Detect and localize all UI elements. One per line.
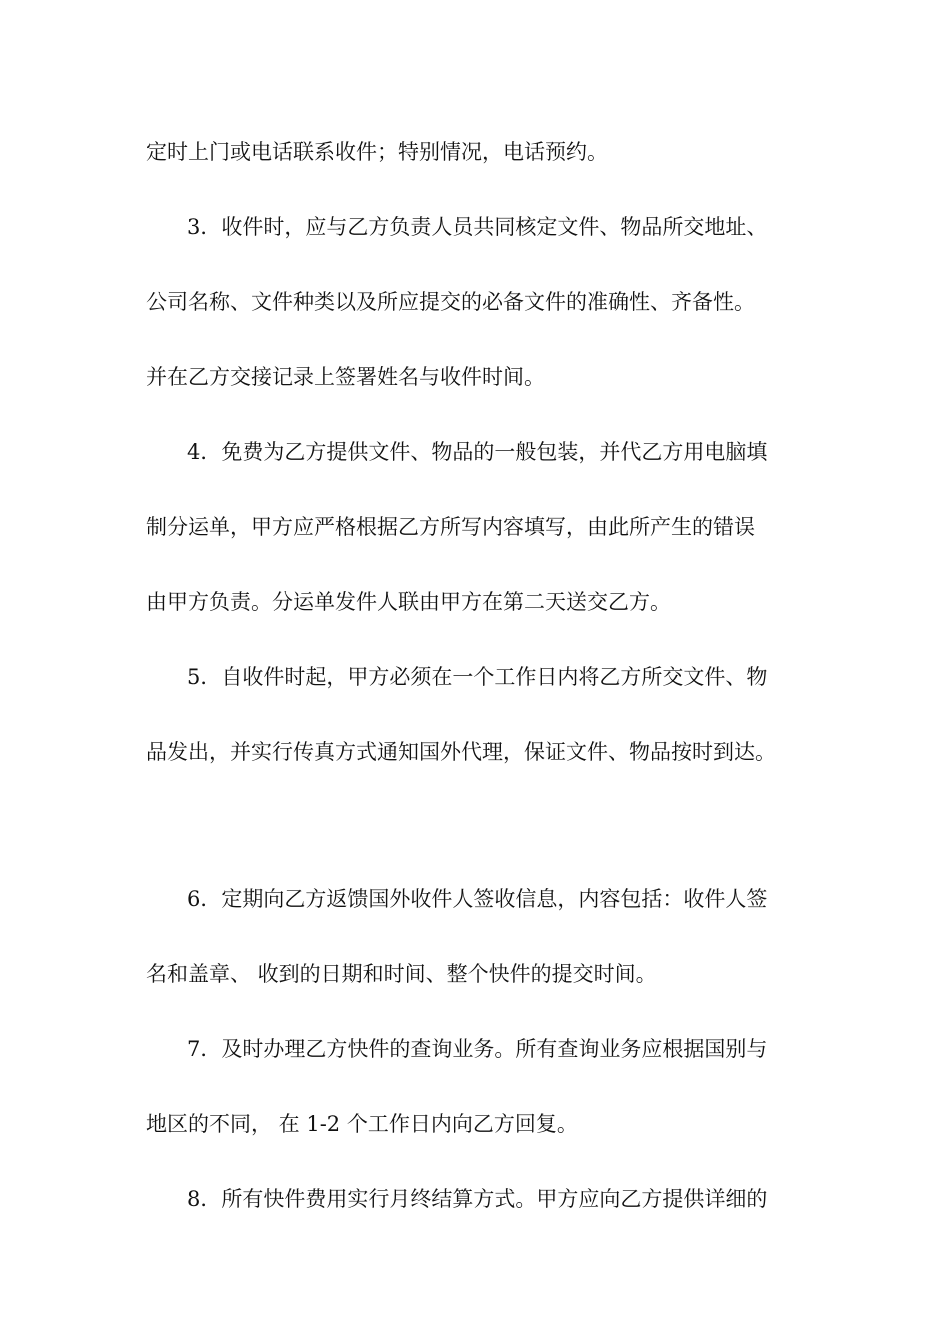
clause-4-line-2: 制分运单，甲方应严格根据乙方所写内容填写，由此所产生的错误 [146, 515, 755, 539]
clause-6-line-2: 名和盖章、 收到的日期和时间、整个快件的提交时间。 [146, 962, 657, 986]
clause-3-line-1: 3．收件时，应与乙方负责人员共同核定文件、物品所交地址、 [187, 215, 768, 239]
clause-3-line-2: 公司名称、文件种类以及所应提交的必备文件的准确性、齐备性。 [146, 290, 755, 314]
clause-4-line-1: 4．免费为乙方提供文件、物品的一般包装，并代乙方用电脑填 [187, 440, 768, 464]
clause-3-line-3: 并在乙方交接记录上签署姓名与收件时间。 [146, 365, 545, 389]
clause-5-line-2: 品发出，并实行传真方式通知国外代理，保证文件、物品按时到达。 [146, 740, 776, 764]
clause-7-line-1: 7．及时办理乙方快件的查询业务。所有查询业务应根据国别与 [187, 1037, 768, 1061]
text-line: 定时上门或电话联系收件；特别情况，电话预约。 [146, 140, 608, 164]
clause-6-line-1: 6．定期向乙方返馈国外收件人签收信息，内容包括：收件人签 [187, 887, 768, 911]
clause-8-line-1: 8．所有快件费用实行月终结算方式。甲方应向乙方提供详细的 [187, 1187, 768, 1211]
clause-4-line-3: 由甲方负责。分运单发件人联由甲方在第二天送交乙方。 [146, 590, 671, 614]
clause-5-line-1: 5．自收件时起，甲方必须在一个工作日内将乙方所交文件、物 [187, 665, 768, 689]
clause-7-line-2: 地区的不同， 在 1-2 个工作日内向乙方回复。 [146, 1112, 578, 1136]
